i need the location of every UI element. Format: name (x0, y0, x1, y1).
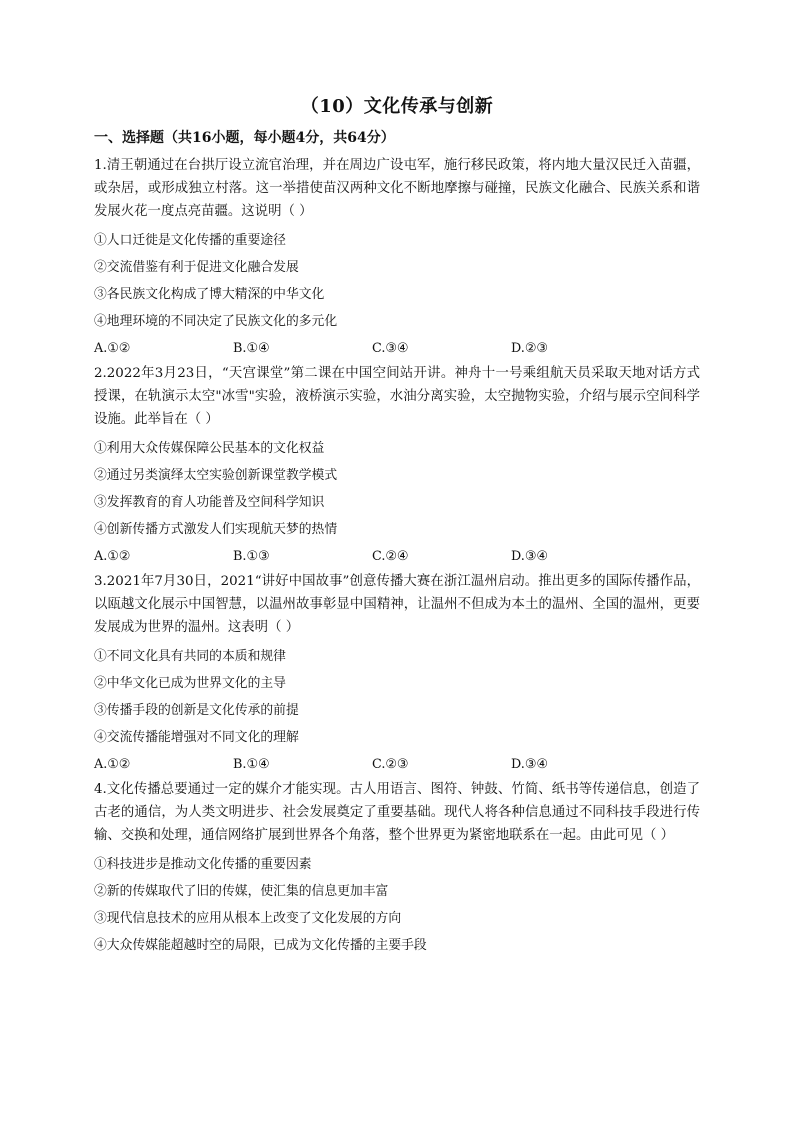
question-2 (94, 362, 700, 570)
answer-choice-a: A.①② (94, 757, 131, 772)
statement-option: ①利用大众传媒保障公民基本的文化权益 (94, 441, 325, 456)
answer-choice-a: A.①② (94, 549, 131, 564)
question-stem: 3.2021年7月30日，2021“讲好中国故事”创意传播大赛在浙江温州启动。推出更多的国际传播作品，以瓯越文化展示中国智慧，以温州故事彰显中国精神，让温州不但成为本土的温州、全国的温州，更要发展成为世界的温州。这表明（ ） (94, 574, 700, 635)
answer-choice-d: D.③④ (511, 757, 548, 772)
answer-choice-c: C.②③ (372, 757, 409, 772)
answer-choices (94, 751, 700, 778)
statement-option: ①人口迁徙是文化传播的重要途径 (94, 233, 286, 248)
document-page (94, 94, 700, 959)
statement-option: ③各民族文化构成了博大精深的中华文化 (94, 287, 325, 302)
page-title: （10）文化传承与创新 (300, 96, 494, 117)
statement-option: ②通过另类演绎太空实验创新课堂教学模式 (94, 468, 338, 483)
statement-option: ②中华文化已成为世界文化的主导 (94, 676, 286, 691)
answer-choice-d: D.②③ (511, 341, 548, 356)
statement-option: ④创新传播方式激发人们实现航天梦的热情 (94, 522, 338, 537)
question-1 (94, 154, 700, 362)
answer-choice-b: B.①③ (233, 549, 270, 564)
statement-option: ③现代信息技术的应用从根本上改变了文化发展的方向 (94, 911, 402, 926)
answer-choice-c: C.②④ (372, 549, 409, 564)
section-heading: 一、选择题（共16小题，每小题4分，共64分） (94, 130, 395, 146)
answer-choice-b: B.①④ (233, 341, 270, 356)
statement-option: ①科技进步是推动文化传播的重要因素 (94, 857, 312, 872)
question-stem: 1.清王朝通过在台拱厅设立流官治理，并在周边广设屯军，施行移民政策，将内地大量汉民迁入苗疆，或杂居，或形成独立村落。这一举措使苗汉两种文化不断地摩擦与碰撞，民族文化融合、民族关系和谐发展火花一度点亮苗疆。这说明（ ） (94, 158, 700, 219)
answer-choice-d: D.③④ (511, 549, 548, 564)
question-3 (94, 570, 700, 778)
answer-choices (94, 543, 700, 570)
statement-option: ④交流传播能增强对不同文化的理解 (94, 730, 299, 745)
answer-choice-b: B.①④ (233, 757, 270, 772)
question-stem: 4.文化传播总要通过一定的媒介才能实现。古人用语言、图符、钟鼓、竹简、纸书等传递信息，创造了古老的通信，为人类文明进步、社会发展奠定了重要基础。现代人将各种信息通过不同科技手段进行传输、交换和处理，通信网络扩展到世界各个角落，整个世界更为紧密地联系在一起。由此可见（ ） (94, 782, 700, 843)
statement-option: ④大众传媒能超越时空的局限，已成为文化传播的主要手段 (94, 938, 427, 953)
statement-option: ④地理环境的不同决定了民族文化的多元化 (94, 314, 338, 329)
answer-choice-c: C.③④ (372, 341, 409, 356)
answer-choice-a: A.①② (94, 341, 131, 356)
answer-choices (94, 335, 700, 362)
statement-option: ③发挥教育的育人功能普及空间科学知识 (94, 495, 325, 510)
statement-option: ③传播手段的创新是文化传承的前提 (94, 703, 299, 718)
question-stem: 2.2022年3月23日，“天宫课堂”第二课在中国空间站开讲。神舟十一号乘组航天员采取天地对话方式授课，在轨演示太空"冰雪"实验，液桥演示实验，水油分离实验，太空抛物实验，介绍与展示空间科学设施。此举旨在（ ） (94, 366, 700, 427)
statement-option: ②交流借鉴有利于促进文化融合发展 (94, 260, 299, 275)
statement-option: ①不同文化具有共同的本质和规律 (94, 649, 286, 664)
statement-option: ②新的传媒取代了旧的传媒，使汇集的信息更加丰富 (94, 884, 389, 899)
question-4 (94, 778, 700, 959)
